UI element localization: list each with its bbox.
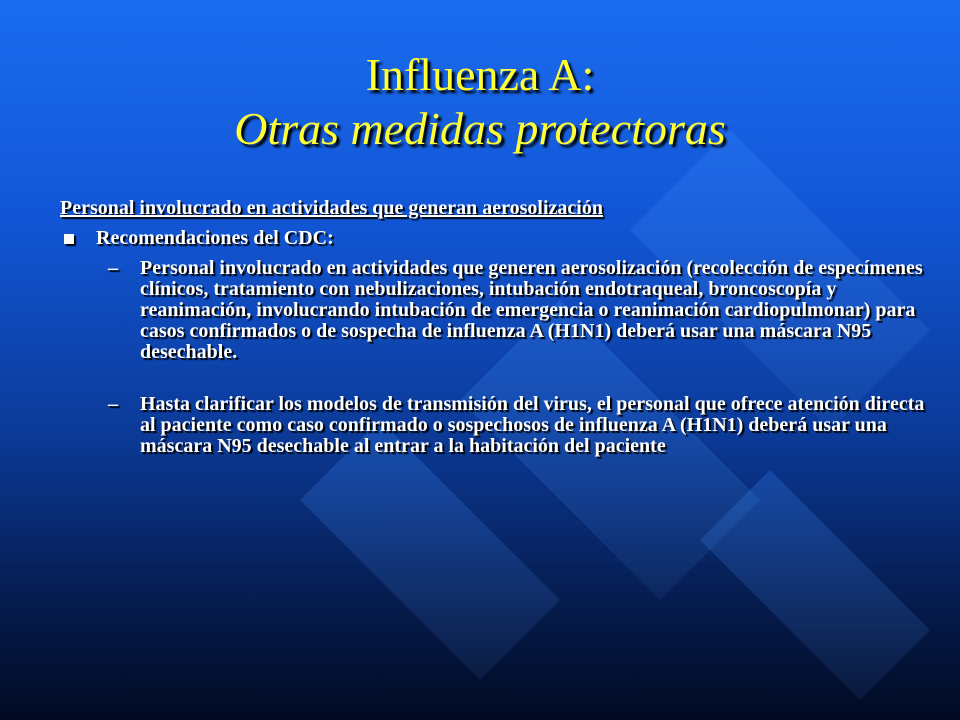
sub-item-text: Hasta clarificar los modelos de transmisión del virus, el personal que ofrece atención directa al paciente como caso confirmado o sospechosos de influenza A (H1N1) deberá usar una máscara N95 desechable al entrar a la habitación del paciente (140, 393, 925, 457)
sub-item (60, 258, 930, 363)
dash-bullet-icon: – (108, 393, 118, 415)
slide-title (0, 48, 960, 156)
bullet-item (60, 226, 930, 250)
slide-body (60, 196, 930, 457)
bullet-label: Recomendaciones del CDC: (96, 227, 334, 249)
title-main: Influenza A: (365, 49, 595, 100)
dash-bullet-icon: – (108, 257, 118, 279)
square-bullet-icon (64, 234, 74, 244)
title-subtitle: Otras medidas protectoras (234, 103, 726, 154)
sub-item (60, 394, 930, 457)
sub-item-text: Personal involucrado en actividades que generen aerosolización (recolección de especímenes clínicos, tratamiento con nebulizaciones, intubación endotraqueal, broncoscopía y reanimación, involucrando intubación de emergencia o reanimación cardiopulmonar) para casos confirmados o de sospecha de influenza A (H1N1) deberá usar una máscara N95 desechable. (140, 257, 923, 363)
section-heading: Personal involucrado en actividades que generan aerosolización (60, 197, 603, 219)
